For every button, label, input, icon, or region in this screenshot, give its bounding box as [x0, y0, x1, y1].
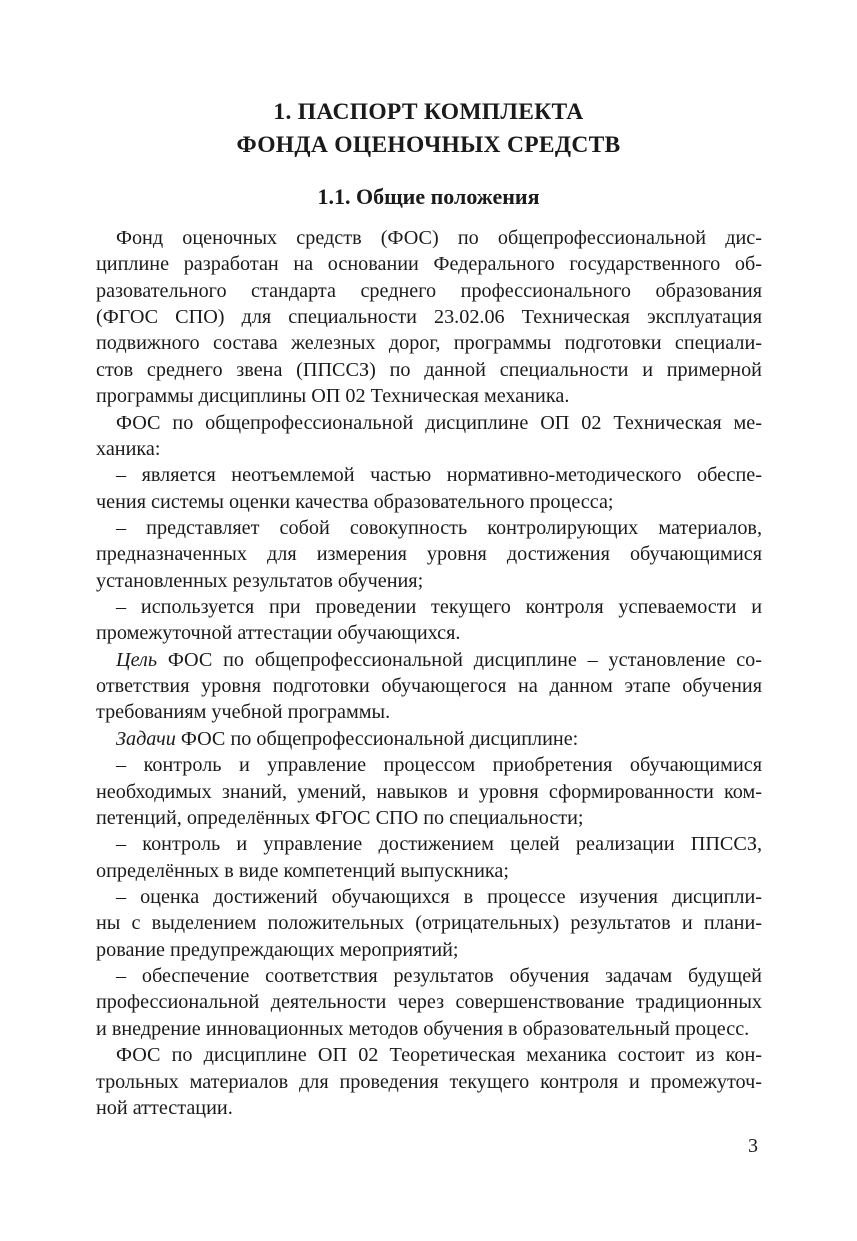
text-line	[96, 831, 762, 857]
paragraph	[96, 831, 762, 884]
text-line	[96, 330, 762, 356]
paragraph	[96, 462, 762, 515]
paragraph	[96, 515, 762, 594]
line-text: профессиональной деятельности через совершенствование традиционных	[96, 991, 762, 1014]
text-line	[96, 383, 762, 409]
paragraph	[96, 1042, 762, 1121]
text-line	[96, 989, 762, 1015]
text-line	[96, 1042, 762, 1068]
line-text: – обеспечение соответствия результатов обучения задачам будущей	[116, 965, 762, 988]
line-text: – является неотъемлемой частью нормативно-методического обеспе-	[116, 464, 762, 487]
line-text: предназначенных для измерения уровня достижения обучающимися	[96, 543, 762, 566]
line-text: требованиям учебной программы.	[96, 701, 391, 724]
line-text: подвижного состава железных дорог, программы подготовки специали-	[96, 332, 762, 355]
line-text: Фонд оценочных средств (ФОС) по общепрофессиональной дис-	[116, 227, 762, 249]
text-line	[96, 1069, 762, 1095]
text-line	[96, 489, 762, 515]
line-text: – контроль и управление достижением целей реализации ППССЗ,	[116, 833, 762, 856]
text-line	[96, 278, 762, 304]
line-text: разовательного стандарта среднего профессионального образования	[96, 279, 762, 302]
text-line	[96, 225, 762, 251]
line-text: ответствия уровня подготовки обучающегося на данном этапе обучения	[96, 675, 762, 698]
line-text: циплине разработан на основании Федерального государственного об-	[96, 253, 762, 276]
line-text: ной аттестации.	[96, 1096, 233, 1119]
line-text: – оценка достижений обучающихся в процессе изучения дисципли-	[116, 885, 762, 908]
line-text: определённых в виде компетенций выпускника;	[96, 859, 509, 882]
paragraph	[96, 884, 762, 963]
text-line	[96, 357, 762, 383]
line-text: (ФГОС СПО) для специальности 23.02.06 Техническая эксплуатация	[96, 306, 762, 329]
text-line	[96, 541, 762, 567]
text-line	[96, 726, 762, 752]
paragraph	[96, 726, 762, 752]
text-line	[96, 410, 762, 436]
text-line	[96, 304, 762, 330]
text-line	[96, 568, 762, 594]
paragraph	[96, 225, 762, 410]
text-line	[96, 1095, 762, 1121]
text-line	[96, 779, 762, 805]
text-line	[96, 805, 762, 831]
line-text: ны с выделением положительных (отрицательных) результатов и плани-	[96, 912, 762, 935]
text-line	[96, 1016, 762, 1042]
line-text: стов среднего звена (ППССЗ) по данной специальности и примерной	[96, 358, 762, 381]
line-text: – представляет собой совокупность контролирующих материалов,	[116, 516, 762, 539]
text-line	[96, 884, 762, 910]
text-line	[96, 910, 762, 936]
line-text: – контроль и управление процессом приобретения обучающимися	[116, 754, 762, 777]
line-text: программы дисциплины ОП 02 Техническая механика.	[96, 385, 570, 408]
paragraph	[96, 752, 762, 831]
page-number: 3	[748, 1135, 758, 1157]
paragraph	[96, 410, 762, 463]
text-line	[96, 647, 762, 673]
line-text: ханика:	[96, 437, 161, 460]
document-body	[96, 225, 762, 1121]
line-text: трольных материалов для проведения текущего контроля и промежуточ-	[96, 1070, 762, 1093]
text-line	[96, 937, 762, 963]
italic-term: Цель	[116, 648, 158, 671]
line-text: петенций, определённых ФГОС СПО по специальности;	[96, 806, 584, 829]
text-line	[96, 436, 762, 462]
text-line	[96, 251, 762, 277]
text-line	[96, 594, 762, 620]
line-text: промежуточной аттестации обучающихся.	[96, 622, 461, 645]
line-text: установленных результатов обучения;	[96, 569, 424, 592]
paragraph	[96, 963, 762, 1042]
text-line	[96, 699, 762, 725]
line-text: ФОС по дисциплине ОП 02 Теоретическая механика состоит из кон-	[116, 1044, 762, 1067]
line-text: и внедрение инновационных методов обучения в образовательный процесс.	[96, 1017, 750, 1040]
text-line	[96, 620, 762, 646]
line-text: ФОС по общепрофессиональной дисциплине – установление со-	[157, 648, 762, 671]
line-text: – используется при проведении текущего контроля успеваемости и	[116, 596, 762, 619]
line-text: ФОС по общепрофессиональной дисциплине ОП 02 Техническая ме-	[116, 411, 762, 434]
line-text: рование предупреждающих мероприятий;	[96, 938, 459, 961]
section-title-line-2: ФОНДА ОЦЕНОЧНЫХ СРЕДСТВ	[236, 132, 621, 158]
section-title-line-1: 1. ПАСПОРТ КОМПЛЕКТА	[273, 99, 584, 125]
text-line	[96, 673, 762, 699]
paragraph	[96, 647, 762, 726]
line-text: необходимых знаний, умений, навыков и уровня сформированности ком-	[96, 780, 762, 803]
line-text: чения системы оценки качества образовательного процесса;	[96, 490, 614, 513]
text-line	[96, 963, 762, 989]
paragraph	[96, 594, 762, 647]
text-line	[96, 515, 762, 541]
subsection-title: 1.1. Общие положения	[317, 184, 540, 209]
italic-term: Задачи	[116, 727, 176, 750]
line-text: ФОС по общепрофессиональной дисциплине:	[175, 727, 579, 750]
text-line	[96, 462, 762, 488]
text-line	[96, 858, 762, 884]
text-line	[96, 752, 762, 778]
